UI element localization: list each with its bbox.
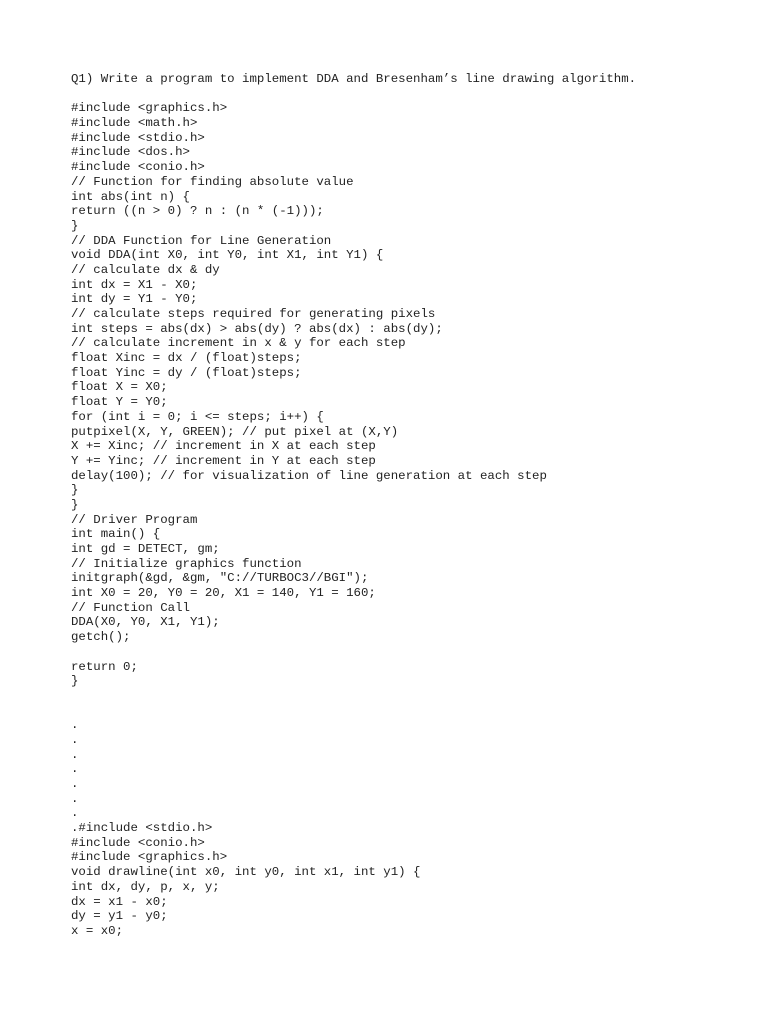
code-line: #include <conio.h> [71, 835, 205, 850]
code-line: #include <dos.h> [71, 145, 190, 160]
dot-line: . [71, 718, 79, 733]
code-line: x = x0; [71, 923, 124, 938]
code-line: int steps = abs(dx) > abs(dy) ? abs(dx) : abs(dy); [71, 321, 443, 336]
code-line: #include <graphics.h> [71, 101, 228, 116]
code-line: float Yinc = dy / (float)steps; [71, 365, 302, 380]
code-line: X += Xinc; // increment in X at each step [71, 439, 376, 454]
code-line: } [71, 218, 79, 233]
section-gap [71, 689, 751, 718]
code-line: } [71, 497, 79, 512]
code-line: int main() { [71, 527, 161, 542]
dots-separator [71, 718, 751, 821]
code-line: // Function Call [71, 600, 190, 615]
dot-line: . [71, 777, 79, 792]
document-body [71, 72, 751, 939]
question-heading: Q1) Write a program to implement DDA and Bresenham’s line drawing algorithm. [71, 72, 637, 86]
code-line: initgraph(&gd, &gm, "C://TURBOC3//BGI"); [71, 571, 369, 586]
code-line: int dx = X1 - X0; [71, 277, 198, 292]
code-line: Y += Yinc; // increment in Y at each step [71, 453, 376, 468]
code-line: // calculate steps required for generating pixels [71, 307, 436, 321]
code-line: // Initialize graphics function [71, 556, 302, 571]
code-line: delay(100); // for visualization of line generation at each step [71, 468, 547, 483]
code-line: // Driver Program [71, 512, 198, 527]
code-line: int dx, dy, p, x, y; [71, 879, 220, 894]
code-line: #include <graphics.h> [71, 850, 228, 865]
code-line: return 0; [71, 659, 138, 674]
blank-line [71, 645, 751, 660]
code-line: int gd = DETECT, gm; [71, 542, 220, 556]
code-line: #include <math.h> [71, 116, 198, 131]
code-line: void drawline(int x0, int y0, int x1, int y1) { [71, 865, 421, 880]
bresenham-code-block [71, 821, 751, 939]
code-line: .#include <stdio.h> [71, 821, 213, 836]
code-line: for (int i = 0; i <= steps; i++) { [71, 409, 324, 424]
code-line: return ((n > 0) ? n : (n * (-1))); [71, 204, 324, 219]
code-line: } [71, 483, 79, 498]
code-line: // calculate increment in x & y for each step [71, 336, 406, 351]
code-line: #include <stdio.h> [71, 130, 205, 145]
code-line: float X = X0; [71, 380, 168, 395]
dot-line: . [71, 806, 79, 821]
dda-code-block [71, 101, 751, 689]
dot-line: . [71, 762, 79, 777]
code-line: DDA(X0, Y0, X1, Y1); [71, 615, 220, 630]
code-line: int dy = Y1 - Y0; [71, 292, 198, 307]
code-line: float Xinc = dx / (float)steps; [71, 351, 302, 366]
code-line: dy = y1 - y0; [71, 909, 168, 924]
code-line: getch(); [71, 630, 131, 645]
code-line: int abs(int n) { [71, 189, 190, 204]
code-line: void DDA(int X0, int Y0, int X1, int Y1) { [71, 248, 384, 263]
code-line: int X0 = 20, Y0 = 20, X1 = 140, Y1 = 160; [71, 586, 376, 601]
code-line: #include <conio.h> [71, 160, 205, 175]
code-line: float Y = Y0; [71, 395, 168, 410]
code-line: dx = x1 - x0; [71, 894, 168, 909]
code-line: // Function for finding absolute value [71, 174, 354, 189]
dot-line: . [71, 791, 79, 806]
code-line: // calculate dx & dy [71, 262, 220, 277]
code-line: } [71, 674, 79, 689]
code-line: // DDA Function for Line Generation [71, 233, 332, 248]
code-line: putpixel(X, Y, GREEN); // put pixel at (X,Y) [71, 424, 399, 439]
dot-line: . [71, 732, 79, 747]
dot-line: . [71, 747, 79, 762]
